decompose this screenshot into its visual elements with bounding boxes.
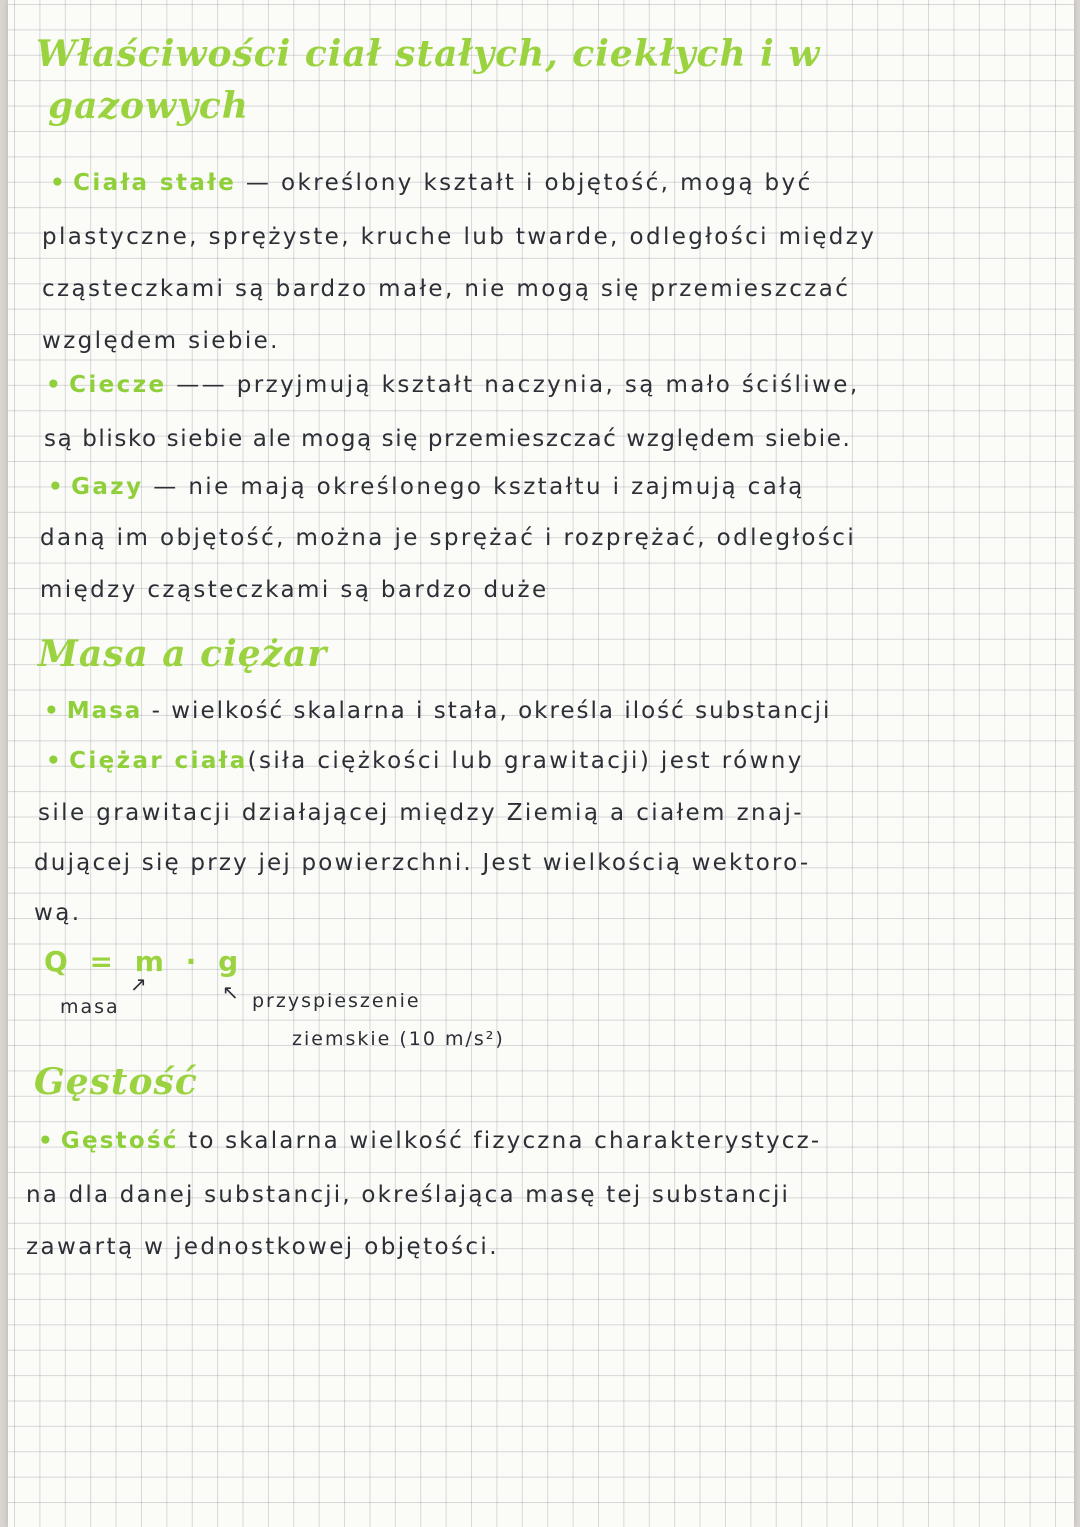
gases-term: Gazy (71, 474, 144, 500)
arrow-up-left-icon: ↖ (222, 980, 239, 1004)
formula-label-g-line1: przyspieszenie (252, 990, 421, 1012)
density-line2: na dla danej substancji, określająca masę tej substancji (26, 1182, 791, 1208)
density-line1 (38, 1130, 821, 1153)
density-text-1: to skalarna wielkość fizyczna charakterystycz- (188, 1128, 822, 1154)
heading-density: Gęstość (34, 1061, 198, 1103)
solids-line3: cząsteczkami są bardzo małe, nie mogą się przemieszczać (42, 276, 851, 302)
formula-label-g-line2: ziemskie (10 m/s²) (292, 1028, 505, 1050)
liquids-line1: • Ciecze —— przyjmują kształt naczynia, są mało ściśliwe, (46, 372, 860, 398)
weight-term: Ciężar ciała (69, 748, 248, 774)
heading-states-line2: gazowych (48, 85, 249, 127)
notebook-page (8, 0, 1074, 1527)
liquids-text-1: przyjmują kształt naczynia, są mało ściśliwe, (236, 372, 860, 398)
solids-line4: względem siebie. (42, 328, 280, 354)
bullet: • (46, 748, 64, 774)
bullet: • (50, 170, 68, 196)
bullet: • (44, 698, 61, 724)
mass-text: - wielkość skalarna i stała, określa ilość substancji (151, 698, 832, 724)
solids-text-1: określony kształt i objętość, mogą być (281, 170, 813, 196)
weight-line3: dującej się przy jej powierzchni. Jest wielkością wektoro- (34, 850, 811, 876)
solids-line2: plastyczne, sprężyste, kruche lub twarde, odległości między (42, 224, 877, 250)
density-line3: zawartą w jednostkowej objętości. (26, 1234, 499, 1260)
weight-line2: sile grawitacji działającej między Ziemią a ciałem znaj- (38, 800, 805, 826)
liquids-line2: są blisko siebie ale mogą się przemieszczać względem siebie. (44, 426, 852, 452)
weight-formula: Q = m · g (44, 945, 245, 978)
mass-line (44, 700, 831, 723)
gases-line1: • Gazy — nie mają określonego kształtu i zajmują całą (48, 474, 805, 500)
formula-label-mass: masa (60, 996, 120, 1018)
liquids-term: Ciecze (69, 372, 167, 398)
density-term: Gęstość (60, 1128, 179, 1154)
mass-term: Masa (66, 698, 143, 724)
solids-line1: • Ciała stałe — określony kształt i objętość, mogą być (50, 170, 813, 196)
weight-line1 (46, 750, 804, 773)
bullet: • (46, 372, 64, 398)
weight-text-1: (siła ciężkości lub grawitacji) jest równy (247, 748, 804, 774)
bullet: • (48, 474, 66, 500)
heading-states-line1: Właściwości ciał stałych, ciekłych i w (36, 33, 821, 75)
arrow-up-right-icon: ↗ (130, 972, 147, 996)
heading-mass-weight: Masa a ciężar (38, 633, 328, 675)
gases-line3: między cząsteczkami są bardzo duże (40, 577, 549, 603)
solids-term: Ciała stałe (73, 170, 237, 196)
gases-text-1: nie mają określonego kształtu i zajmują całą (188, 474, 805, 500)
gases-line2: daną im objętość, można je sprężać i rozprężać, odległości (40, 525, 857, 551)
weight-line4: wą. (34, 900, 82, 926)
bullet: • (38, 1128, 55, 1154)
